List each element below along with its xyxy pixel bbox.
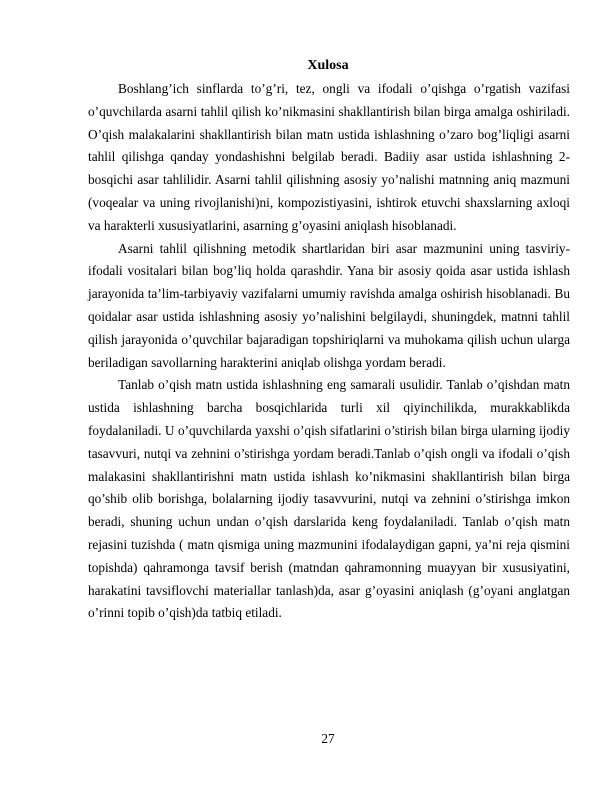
paragraph-1: Boshlang’ich sinflarda to’g’ri, tez, ongli va ifodali o’qishga o’rgatish vazifasi o’quvchilarda asarni tahlil qilish ko’nikmasini shakllantirish bilan birga amalga oshiriladi. O’qish malakalarini shakllantirish bilan matn ustida ishlashning o’zaro bog’liqligi asarni tahlil qilishga qanday yondashishni belgilab beradi. Badiiy asar ustida ishlashning 2-bosqichi asar tahlilidir. Asarni tahlil qilishning asosiy yo’nalishi matnning aniq mazmuni (voqealar va uning rivojlanishi)ni, kompozistiyasini, ishtirok etuvchi shaxslarning axloqi va harakterli xususiyatlarini, asarning g’oyasini aniqlash hisoblanadi. [88,81,570,233]
page-title: Xulosa [307,58,349,73]
page-number: 27 [321,731,335,746]
document-body [88,78,570,625]
paragraph-2: Asarni tahlil qilishning metodik shartlaridan biri asar mazmunini uning tasviriy-ifodali vositalari bilan bog’liq holda qarashdir. Yana bir asosiy qoida asar ustida ishlash jarayonida ta’lim-tarbiyaviy vazifalarni umumiy ravishda amalga oshirish hisoblanadi. Bu qoidalar asar ustida ishlashning asosiy yo’nalishini belgilaydi, shuningdek, matnni tahlil qilish jarayonida o’quvchilar bajaradigan topshiriqlarni va muhokama qilish uchun ularga beriladigan savollarning harakterini aniqlab olishga yordam beradi. [88,240,570,370]
paragraph-3: Tanlab o’qish matn ustida ishlashning eng samarali usulidir. Tanlab o’qishdan matn ustida ishlashning barcha bosqichlarida turli xil qiyinchilikda, murakkablikda foydalaniladi. U o’quvchilarda yaxshi o’qish sifatlarini o’stirish bilan birga ularning ijodiy tasavvuri, nutqi va zehnini o’stirishga yordam beradi.Tanlab o’qish ongli va ifodali o’qish malakasini shakllantirishni matn ustida ishlash ko’nikmasini shakllantirish bilan birga qo’shib olib borishga, bolalarning ijodiy tasavvurini, nutqi va zehnini o’stirishga imkon beradi, shuning uchun undan o’qish darslarida keng foydalaniladi. Tanlab o’qish matn rejasini tuzishda ( matn qismiga uning mazmunini ifodalaydigan gapni, ya’ni reja qismini topishda) qahramonga tavsif berish (matndan qahramonning muayyan bir xususiyatini, harakatini tavsiflovchi materiallar tanlash)da, asar g’oyasini aniqlash (g’oyani anglatgan o’rinni topib o’qish)da tatbiq etiladi. [88,377,570,621]
